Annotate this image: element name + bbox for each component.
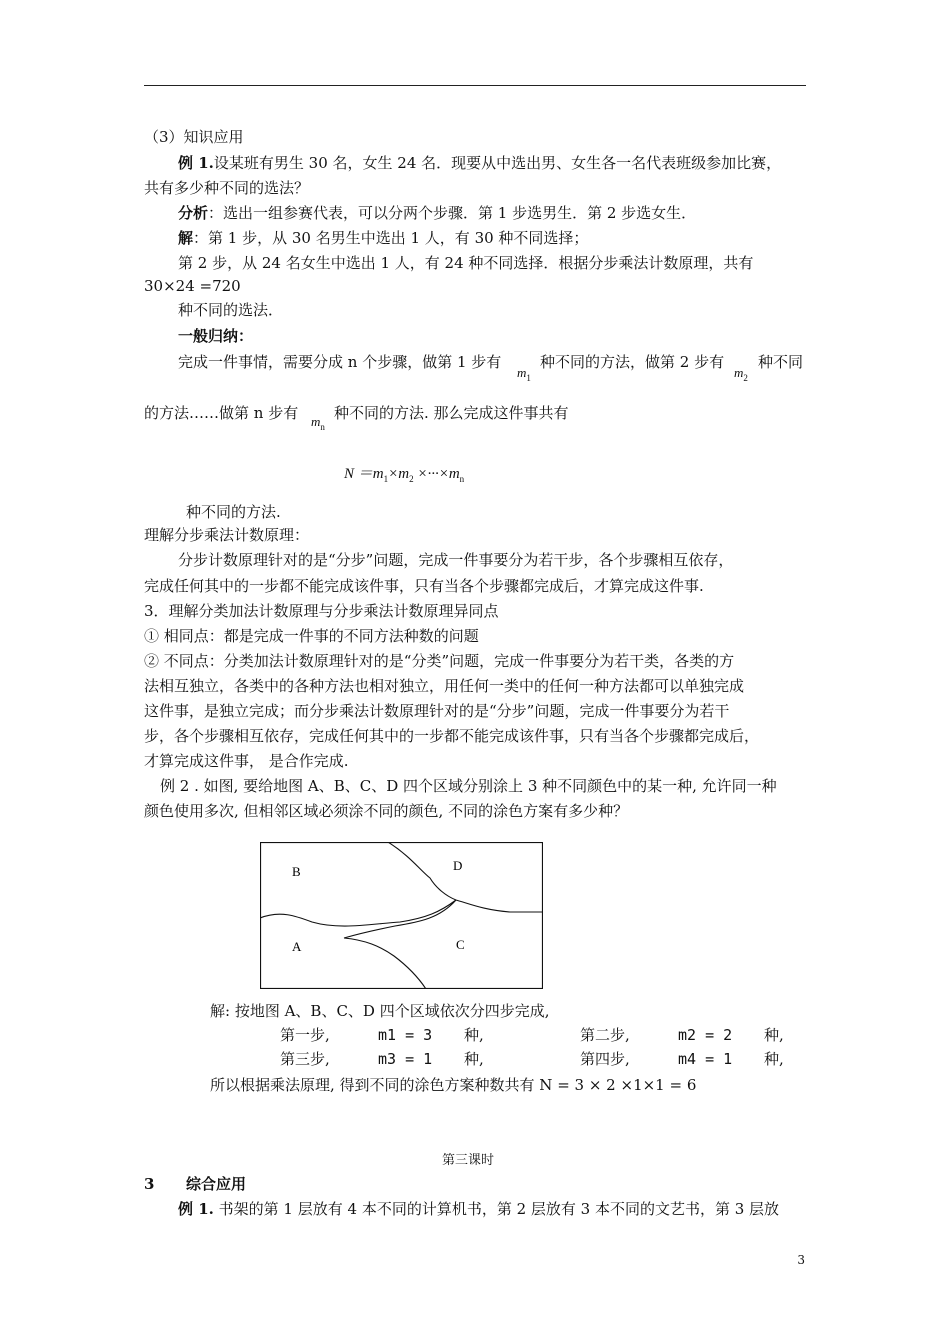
difference-line2: 法相互独立，各类中的各种方法也相对独立，用任何一类中的任何一种方法都可以单独完成 (144, 677, 745, 695)
step4-label: 第四步, (580, 1050, 630, 1068)
example3-label: 例 1. (178, 1200, 214, 1218)
general-summary-end: 种不同的方法. (186, 503, 281, 521)
step2-value: m2 = 2 (678, 1026, 733, 1044)
example1-question-cont: 共有多少种不同的选法？ (144, 179, 310, 197)
map-label-b: B (292, 864, 301, 879)
map-boundary-bd (388, 842, 456, 900)
map-label-a: A (292, 939, 302, 954)
understand-para2: 完成任何其中的一步都不能完成该件事，只有当各个步骤都完成后，才算完成这件事. (144, 577, 704, 595)
summary-text-d: 的方法……做第 n 步有 (144, 404, 299, 422)
map-boundary-ac (344, 938, 426, 989)
step1-value: m1 = 3 (378, 1026, 433, 1044)
variable-m2: $m_2$ (734, 365, 748, 383)
step1-label: 第一步, (280, 1026, 330, 1044)
section-title-knowledge-application: （3）知识应用 (144, 128, 244, 146)
understand-title: 理解分步乘法计数原理： (144, 526, 310, 544)
summary-text-c: 种不同 (758, 353, 804, 371)
map-border (261, 843, 543, 989)
example2-question: 例 2 . 如图, 要给地图 A、B、C、D 四个区域分别涂上 3 种不同颜色中的某一种, 允许同一种 (160, 777, 777, 795)
variable-m1: $m_1$ (517, 365, 531, 383)
difference-line1: ② 不同点：分类加法计数原理针对的是“分类”问题，完成一件事要分为若干类，各类的方 (144, 652, 735, 670)
example2-question-cont: 颜色使用多次, 但相邻区域必须涂不同的颜色, 不同的涂色方案有多少种？ (144, 802, 629, 820)
example1-label: 例 1. (178, 154, 214, 172)
step3-unit: 种, (464, 1050, 484, 1068)
step4-unit: 种, (764, 1050, 784, 1068)
example1-question (178, 153, 858, 173)
solution-label: 解 (178, 229, 194, 247)
difference-line4: 步，各个步骤相互依存，完成任何其中的一步都不能完成该件事，只有当各个步骤都完成后， (144, 727, 760, 745)
example2-result: 所以根据乘法原理, 得到不同的涂色方案种数共有 N = 3 × 2 ×1×1 = 6 (210, 1076, 697, 1094)
page-number: 3 (797, 1253, 805, 1267)
step3-label: 第三步, (280, 1050, 330, 1068)
lesson-three-heading: 第三课时 (442, 1153, 495, 1168)
solution-end: 种不同的选法． (178, 301, 284, 319)
solution-step2: 第 2 步，从 24 名女生中选出 1 人，有 24 种不同选择．根据分步乘法计数原理，共有 (178, 254, 754, 272)
analysis-text: ：选出一组参赛代表，可以分两个步骤．第 1 步选男生．第 2 步选女生． (208, 204, 697, 222)
step2-unit: 种, (764, 1026, 784, 1044)
section-number: 3 (144, 1175, 155, 1193)
example3-text: 书架的第 1 层放有 4 本不同的计算机书，第 2 层放有 3 本不同的文艺书，第 3 层放 (213, 1200, 780, 1218)
difference-line3: 这件事，是独立完成；而分步乘法计数原理针对的是“分步”问题，完成一件事要分为若干 (144, 702, 730, 720)
analysis-paragraph (178, 203, 858, 223)
step4-value: m4 = 1 (678, 1050, 733, 1068)
map-boundary-dc-right (456, 900, 543, 912)
map-label-d: D (453, 858, 463, 873)
product-formula: $N =m_1\times m_2 \times\cdot\cdot\cdot\times m_n$ (344, 466, 465, 484)
step1-unit: 种, (464, 1026, 484, 1044)
map-boundary-ba (260, 900, 456, 926)
solution-text: ：第 1 步，从 30 名男生中选出 1 人，有 30 种不同选择； (193, 229, 589, 247)
solution-calculation: 30×24 =720 (144, 277, 241, 295)
similarity-point: ① 相同点：都是完成一件事的不同方法种数的问题 (144, 627, 479, 645)
section-title-comprehensive: 综合应用 (186, 1175, 247, 1193)
step3-value: m3 = 1 (378, 1050, 433, 1068)
header-rule (144, 85, 806, 86)
map-label-c: C (456, 937, 465, 952)
summary-text-b: 种不同的方法，做第 2 步有 (540, 353, 725, 371)
general-summary-title: 一般归纳： (178, 327, 254, 345)
solution-step1 (178, 228, 858, 248)
map-boundary-ac-top (344, 900, 456, 938)
example3-question (178, 1199, 858, 1219)
variable-mn: $m_n$ (311, 414, 325, 432)
region-map-figure (260, 842, 543, 989)
example1-text: 设某班有男生 30 名，女生 24 名．现要从中选出男、女生各一名代表班级参加比赛， (213, 154, 782, 172)
comparison-title: 3．理解分类加法计数原理与分步乘法计数原理异同点 (144, 602, 499, 620)
difference-line5: 才算完成这件事， 是合作完成. (144, 752, 349, 770)
summary-text-a: 完成一件事情，需要分成 n 个步骤，做第 1 步有 (178, 353, 502, 371)
analysis-label: 分析 (178, 204, 209, 222)
step2-label: 第二步, (580, 1026, 630, 1044)
understand-para1: 分步计数原理针对的是“分步”问题，完成一件事要分为若干步，各个步骤相互依存， (178, 551, 734, 569)
example2-solution-title: 解: 按地图 A、B、C、D 四个区域依次分四步完成, (210, 1002, 550, 1020)
summary-text-e: 种不同的方法. 那么完成这件事共有 (334, 404, 569, 422)
